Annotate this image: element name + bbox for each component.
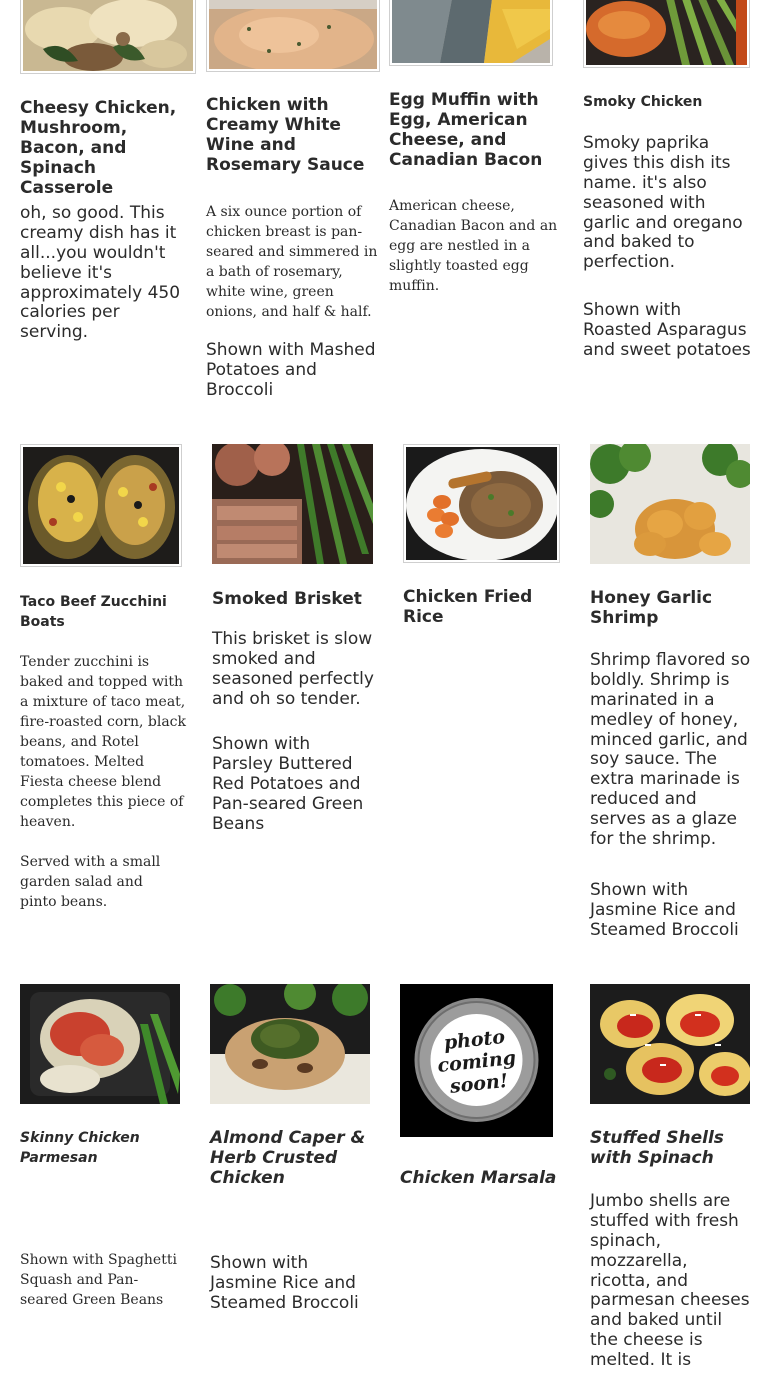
placeholder-text-line3: soon! — [448, 1069, 510, 1098]
stuffed-shells-description: Jumbo shells are stuffed with fresh spinach, mozzarella, ricotta, and parmesan cheeses and baked until the cheese is melted. It is — [590, 1191, 750, 1370]
egg-muffin-description: American cheese, Canadian Bacon and an egg are nestled in a slightly toasted egg muffin. — [389, 198, 558, 295]
casserole-title: Cheesy Chicken, Mushroom, Bacon, and Spinach Casserole — [20, 98, 177, 199]
smoky-chicken-title: Smoky Chicken — [583, 94, 703, 110]
parmesan-shown-with: Shown with Spaghetti Squash and Pan-seared Green Beans — [20, 1252, 177, 1309]
wine-chicken-shown-with: Shown with Mashed Potatoes and Broccoli — [206, 340, 376, 400]
zucchini-description: Tender zucchini is baked and topped with a mixture of taco meat, fire-roasted corn, black beans, and Rotel tomatoes. Melted Fiesta cheese blend completes this piece of heaven. — [20, 654, 187, 831]
smoky-chicken-description: Smoky paprika gives this dish its name. it's also seasoned with garlic and oregano and baked to perfection. — [583, 133, 743, 273]
shrimp-title: Honey Garlic Shrimp — [590, 588, 713, 629]
placeholder-text-line1: photo — [442, 1025, 507, 1055]
parmesan-title: Skinny Chicken Parmesan — [20, 1130, 140, 1167]
shrimp-description: Shrimp flavored so boldly. Shrimp is marinated in a medley of honey, minced garlic, and soy sauce. The extra marinade is reduced and serves as a glaze for the shrimp. — [590, 650, 751, 849]
shrimp-shown-with: Shown with Jasmine Rice and Steamed Broccoli — [590, 880, 739, 940]
shrimp-photo — [590, 444, 750, 564]
smoky-chicken-shown-with: Shown with Roasted Asparagus and sweet potatoes — [583, 300, 751, 360]
fried-rice-title: Chicken Fried Rice — [403, 587, 533, 628]
parmesan-photo — [20, 984, 180, 1104]
zucchini-photo — [20, 444, 182, 567]
brisket-photo — [212, 444, 373, 564]
wine-chicken-photo — [206, 0, 380, 72]
wine-chicken-title: Chicken with Creamy White Wine and Rosemary Sauce — [206, 95, 365, 176]
brisket-description: This brisket is slow smoked and seasoned perfectly and oh so tender. — [212, 629, 374, 709]
zucchini-served-with: Served with a small garden salad and pinto beans. — [20, 854, 161, 911]
smoky-chicken-photo — [583, 0, 750, 68]
brisket-shown-with: Shown with Parsley Buttered Red Potatoes and Pan-seared Green Beans — [212, 734, 364, 834]
fried-rice-photo — [403, 444, 560, 563]
casserole-description: oh, so good. This creamy dish has it all...you wouldn't believe it's approximately 450 calories per serving. — [20, 203, 181, 343]
brisket-title: Smoked Brisket — [212, 589, 362, 609]
placeholder-text-line2: coming — [436, 1046, 517, 1077]
photo-coming-soon-placeholder — [400, 984, 553, 1137]
almond-chicken-title: Almond Caper & Herb Crusted Chicken — [210, 1128, 366, 1189]
zucchini-title: Taco Beef Zucchini Boats — [20, 594, 167, 631]
stuffed-shells-title: Stuffed Shells with Spinach — [590, 1128, 724, 1169]
marsala-title: Chicken Marsala — [400, 1168, 557, 1188]
almond-chicken-shown-with: Shown with Jasmine Rice and Steamed Broccoli — [210, 1253, 359, 1313]
wine-chicken-description: A six ounce portion of chicken breast is pan-seared and simmered in a bath of rosemary, white wine, green onions, and half & half. — [206, 204, 378, 321]
casserole-photo — [20, 0, 196, 74]
egg-muffin-title: Egg Muffin with Egg, American Cheese, and Canadian Bacon — [389, 90, 543, 171]
stuffed-shells-photo — [590, 984, 750, 1104]
almond-chicken-photo — [210, 984, 370, 1104]
egg-muffin-photo — [389, 0, 553, 66]
